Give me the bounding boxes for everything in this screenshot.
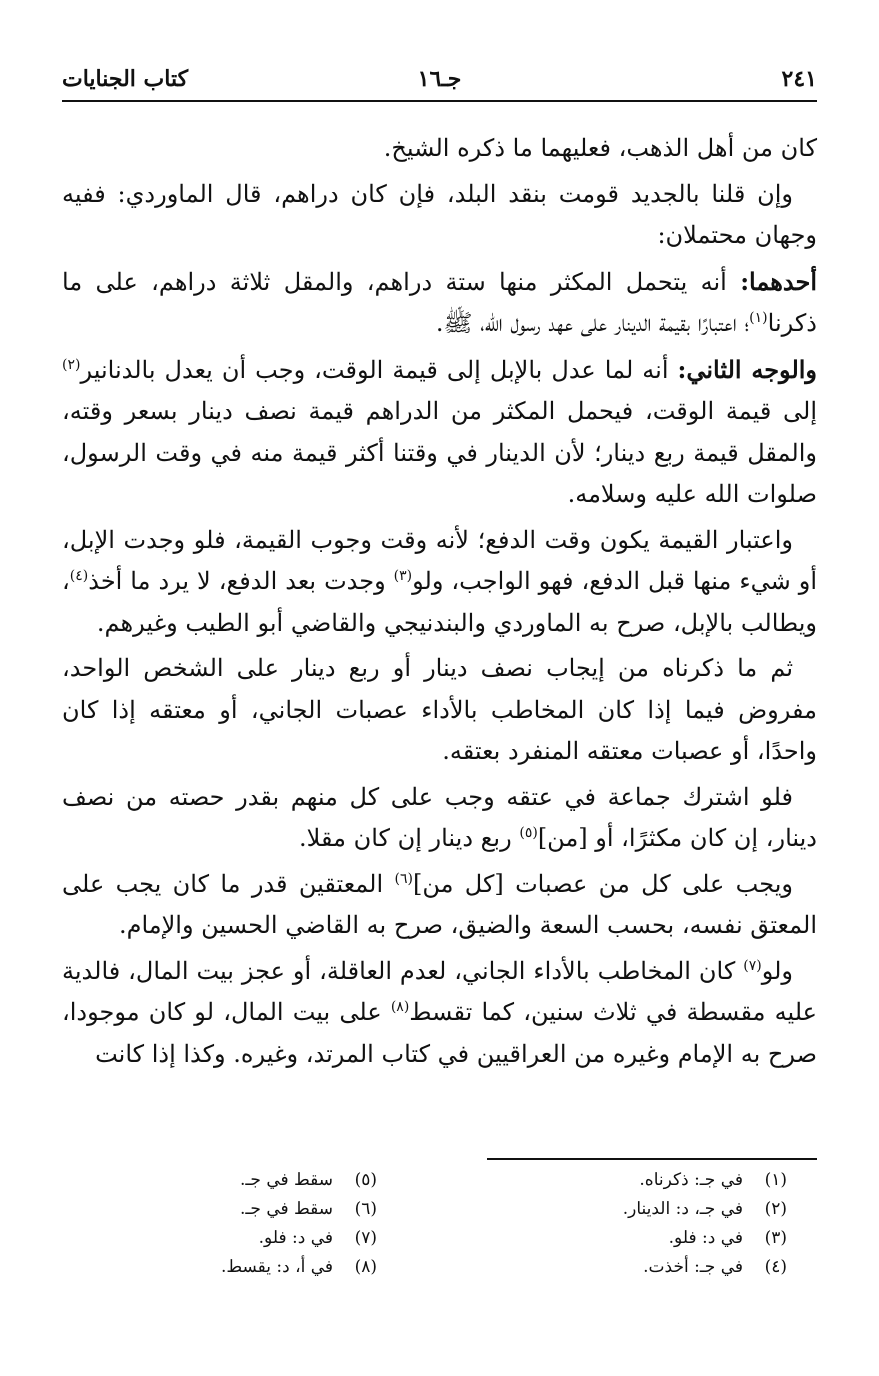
footnote-separator (487, 1158, 817, 1160)
footnote-number: (٣) (764, 1228, 787, 1248)
paragraph-text: ولو (761, 956, 793, 985)
footnote-ref: (٢) (62, 356, 81, 373)
paragraph-text: على بيت المال، لو كان موجودا، صرح به الإمام وغيره من العراقيين في كتاب المرتد، وغيره. وكذا إذا كانت (62, 998, 817, 1068)
footnote-text: سقط في جـ. (240, 1170, 333, 1190)
paragraph-text: أنه لما عدل بالإبل إلى قيمة الوقت، وجب أن يعدل بالدنانير (80, 355, 678, 384)
footnote (77, 1195, 377, 1224)
paragraph-text: ، ويطالب بالإبل، صرح به الماوردي والبندنيجي والقاضي أبو الطيب وغيرهم. (62, 567, 817, 637)
paragraph-text: أنه يتحمل المكثر منها ستة دراهم، والمقل ثلاثة دراهم، على ما ذكرنا (62, 267, 817, 337)
footnote-number: (١) (764, 1170, 787, 1190)
paragraph-lead: والوجه الثاني: (677, 354, 818, 384)
footnote (487, 1253, 787, 1282)
book-title: كتاب الجنايات (62, 66, 189, 92)
footnote-text: في جـ، د: الدينار. (622, 1199, 743, 1219)
footnote-ref: (٥) (519, 825, 538, 841)
footnote-text: في جـ: أخذت. (643, 1257, 743, 1277)
footnote (487, 1224, 787, 1253)
footnote-ref: (٤) (69, 568, 89, 584)
paragraph (62, 520, 817, 645)
paragraph-text: ؛ اعتبارًا بقيمة الدينار على عهد رسول الله، ﷺ. (435, 309, 750, 337)
paragraph-text: إلى قيمة الوقت، فيحمل المكثر من الدراهم قيمة نصف دينار بسعر وقته، والمقل قيمة ربع دينار؛ لأن الدينار في وقتنا أكثر قيمة منه في وقت الرسول، صلوات الله عليه وسلامه. (62, 397, 817, 508)
paragraph (62, 864, 817, 947)
paragraph-text: كان من أهل الذهب، فعليهما ما ذكره الشيخ. (383, 134, 817, 162)
paragraph-text: وإن قلنا بالجديد قومت بنقد البلد، فإن كان دراهم، قال الماوردي: ففيه وجهان محتملان: (62, 179, 817, 249)
paragraph-text: ثم ما ذكرناه من إيجاب نصف دينار أو ربع دينار على الشخص الواحد، مفروض فيما إذا كان المخاطب بالأداء عصبات الجاني، أو معتقه إذا كان واحدًا، أو عصبات معتقه المنفرد بعتقه. (62, 654, 817, 765)
paragraph-text: وجدت بعد الدفع، لا يرد ما أخذ (88, 567, 394, 595)
footnote-text: سقط في جـ. (240, 1199, 333, 1219)
running-header (62, 60, 817, 102)
footnote-text: في جـ: ذكرناه. (639, 1170, 743, 1190)
footnote (77, 1224, 377, 1253)
paragraph (62, 261, 817, 345)
footnote-ref: (١) (749, 310, 768, 326)
volume-label: جـ١٦ (417, 66, 462, 92)
footnote-number: (٤) (764, 1257, 787, 1277)
footnotes-column-right (487, 1166, 787, 1282)
paragraph-text: كان المخاطب بالأداء الجاني، لعدم العاقلة، أو عجز بيت المال، فالدية عليه مقسطة في ثلاث سنين، كما تقسط (62, 956, 817, 1026)
footnote (487, 1166, 787, 1195)
footnote-number: (٦) (354, 1199, 377, 1219)
paragraph (62, 128, 817, 170)
footnote-text: في د: فلو. (668, 1228, 743, 1248)
paragraph-text: ويجب على كل من عصبات [كل من] (412, 869, 793, 898)
paragraph (62, 648, 817, 773)
footnote (487, 1195, 787, 1224)
paragraph-text: واعتبار القيمة يكون وقت الدفع؛ لأنه وقت وجوب القيمة، فلو وجدت الإبل، أو شيء منها قبل الدفع، فهو الواجب، ولو (62, 525, 817, 595)
footnote (77, 1253, 377, 1282)
paragraph (62, 349, 817, 516)
paragraph-lead: أحدهما: (740, 266, 817, 296)
paragraph (62, 777, 817, 860)
main-text (62, 128, 817, 1079)
paragraph-text: المعتقين قدر ما كان يجب على المعتق نفسه، بحسب السعة والضيق، صرح به القاضي الحسين والإمام. (62, 869, 817, 939)
footnote-text: في أ، د: يقسط. (220, 1257, 333, 1277)
paragraph-text: فلو اشترك جماعة في عتقه وجب على كل منهم بقدر حصته من نصف دينار، إن كان مكثرًا، أو [من] (62, 782, 817, 852)
footnote-ref: (٨) (390, 999, 410, 1015)
footnotes (62, 1166, 817, 1296)
footnote-text: في د: فلو. (258, 1228, 333, 1248)
paragraph-text: ربع دينار إن كان مقلا. (299, 824, 520, 852)
footnote-ref: (٧) (743, 957, 762, 974)
footnote-ref: (٦) (394, 870, 413, 887)
footnote-ref: (٣) (393, 568, 413, 584)
footnotes-column-left (77, 1166, 377, 1282)
footnote-number: (٨) (354, 1257, 377, 1277)
footnote-number: (٥) (354, 1170, 377, 1190)
footnote-number: (٢) (764, 1199, 787, 1219)
footnote (77, 1166, 377, 1195)
page-number: ٢٤١ (781, 66, 817, 92)
paragraph (62, 951, 817, 1076)
footnote-number: (٧) (354, 1228, 377, 1248)
paragraph (62, 174, 817, 257)
